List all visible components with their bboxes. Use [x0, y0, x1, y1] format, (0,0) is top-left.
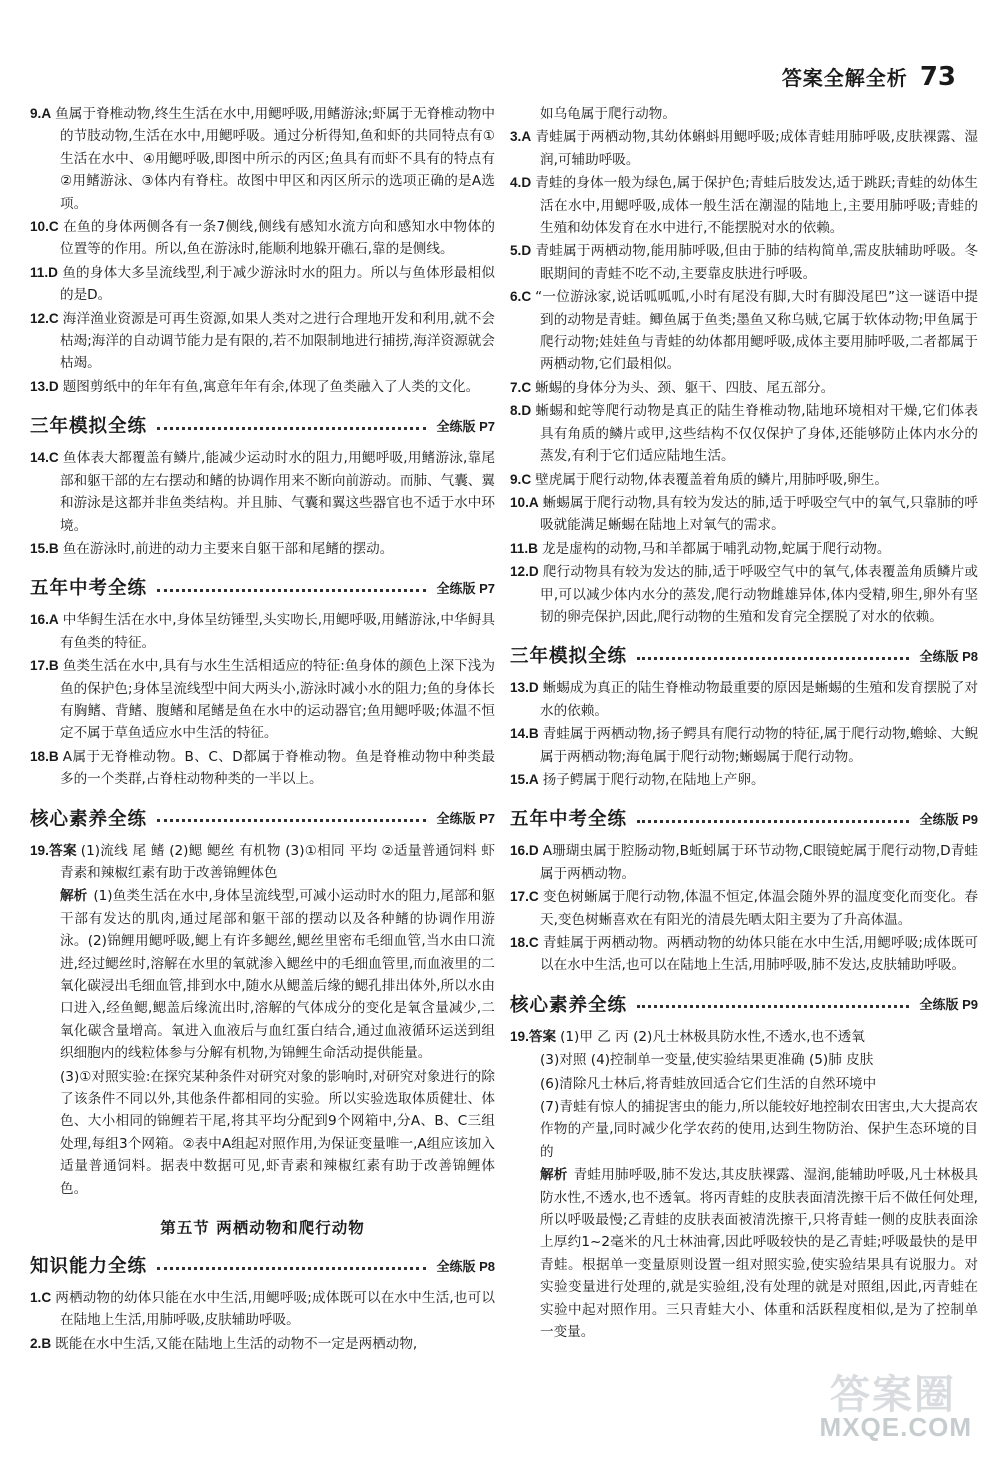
watermark-mark: 答案圈 — [830, 1372, 956, 1418]
section-dots — [157, 427, 426, 430]
item-text: 在鱼的身体两侧各有一条7侧线,侧线有感知水流方向和感知水中物体的位置等的作用。所以,鱼在游泳时,能顺利地躲开礁石,靠的是侧线。 — [60, 219, 495, 258]
item-text: (6)清除凡士林后,将青蛙放回适合它们生活的自然环境中 — [540, 1075, 877, 1092]
item-text: 变色树蜥属于爬行动物,体温不恒定,体温会随外界的温度变化而变化。春天,变色树蜥喜欢在有阳光的清晨先晒太阳主要为了升高体温。 — [540, 889, 978, 928]
item-number: 14.C — [30, 450, 59, 466]
section-title: 三年模拟全练 — [30, 416, 148, 438]
item-text: 鱼体表大都覆盖有鳞片,能减少运动时水的阻力,用鳃呼吸,用鳍游泳,靠尾部和躯干部的左右摆动和鳍的协调作用来不断向前游动。而肺、气囊、翼和游泳是这都并非鱼类结构。并且肺、气囊和翼这些器官也不适于水中环境。 — [60, 450, 495, 534]
item-number: 9.C — [510, 471, 532, 487]
item-number: 17.B — [30, 658, 59, 674]
answer-item — [510, 677, 978, 722]
analysis-block — [30, 1066, 495, 1200]
answer-item — [510, 932, 978, 977]
analysis-text: (3)①对照实验:在探究某种条件对研究对象的影响时,对研究对象进行的除了该条件不同以外,其他条件都相同的实验。所以实验选取体质健壮、体色、大小相同的锦鲤若干尾,将其平均分配到9个网箱中,分A、B、C三组处理,每组3个网箱。②表中A组起对照作用,为保证变量唯一,A组应该加入适量普通饲料。据表中数据可见,虾青素和辣椒红素有助于改善锦鲤体色。 — [60, 1068, 495, 1197]
answer-item — [30, 1287, 495, 1332]
answer-item — [30, 103, 495, 215]
section-header — [30, 804, 495, 832]
section-title: 三年模拟全练 — [510, 646, 628, 668]
answer-item — [510, 400, 978, 467]
item-text: 鱼的身体大多呈流线型,利于减少游泳时水的阻力。所以与鱼体形最相似的是D。 — [60, 264, 495, 304]
answer-item — [30, 376, 495, 398]
item-number: 1.C — [30, 1290, 52, 1306]
chapter-title: 第五节 两栖动物和爬行动物 — [160, 1219, 365, 1238]
item-number: 18.B — [30, 748, 59, 764]
answer-item — [510, 469, 978, 491]
item-text: “一位游泳家,说话呱呱呱,小时有尾没有脚,大时有脚没尾巴”这一谜语中提到的动物是青蛙。鲫鱼属于鱼类;墨鱼又称乌贼,它属于软体动物;甲鱼属于爬行动物;娃娃鱼与青蛙的幼体都用鳃呼吸,成体主要用肺呼吸,二者都属于两栖动物,它们最相似。 — [535, 289, 978, 373]
item-text: 题图剪纸中的年年有鱼,寓意年年有余,体现了鱼类融入了人类的文化。 — [62, 378, 480, 395]
item-text: A属于无脊椎动物。B、C、D都属于脊椎动物。鱼是脊椎动物中种类最多的一个类群,占脊柱动物种类的一半以上。 — [60, 748, 495, 788]
section-header — [510, 804, 978, 832]
item-text: 两栖动物的幼体只能在水中生活,用鳃呼吸;成体既可以在水中生活,也可以在陆地上生活,用肺呼吸,皮肤辅助呼吸。 — [55, 1290, 495, 1329]
analysis-text: (1)鱼类生活在水中,身体呈流线型,可减小运动时水的阻力,尾部和躯干部有发达的肌肉,通过尾部和躯干部的摆动以及各种鳍的协调作用游泳。(2)锦鲤用鳃呼吸,鳃上有许多鳃丝,鳃丝里密布毛细血管,当水由口流进,经过鳃丝时,溶解在水里的氧就渗入鳃丝中的毛细血管里,而血液里的二氧化碳浸出毛细血管,排到水中,随水从鳃盖后缘的鳃孔排出体外,所以水由口进入,经鱼鳃,鳃盖后缘流出时,溶解的气体成分的变化是氧含量减少,二氧化碳含量增高。氧进入血液后与血红蛋白结合,通过血液循环运送到组织细胞内的线粒体参与分解有机物,为锦鲤生命活动提供能量。 — [60, 888, 496, 1062]
answer-line — [510, 1049, 978, 1071]
section-title: 五年中考全练 — [30, 578, 148, 600]
analysis-text: 青蛙用肺呼吸,肺不发达,其皮肤裸露、湿润,能辅助呼吸,凡士林极具防水性,不透水,也不透氧。将丙青蛙的皮肤表面清洗擦干后不做任何处理,所以呼吸最慢;乙青蛙的皮肤表面被清洗擦干,只将青蛙一侧的皮肤表面涂上厚约1~2毫米的凡士林油膏,因此呼吸较快的是乙青蛙;呼吸最快的是甲青蛙。根据单一变量原则设置一组对照实验,使实验结果具有说服力。对实验变量进行处理的,就是实验组,没有处理的就是对照组,因此,丙青蛙在实验中起对照作用。三只青蛙大小、体重和活跃程度相似,是为了控制单一变量。 — [540, 1167, 978, 1341]
item-number: 13.D — [510, 680, 539, 696]
left-column — [30, 103, 495, 1356]
item-text: 青蛙属于两栖动物。两栖动物的幼体只能在水中生活,用鳃呼吸;成体既可以在水中生活,也可以在陆地上生活,用肺呼吸,肺不发达,皮肤辅助呼吸。 — [540, 935, 978, 974]
item-text: (7)青蛙有惊人的捕捉害虫的能力,所以能较好地控制农田害虫,大大提高农作物的产量,同时减少化学农药的使用,达到生物防治、保护生态环境的目的 — [540, 1099, 978, 1160]
right-column — [510, 103, 978, 1345]
item-text: 既能在水中生活,又能在陆地上生活的动物不一定是两栖动物, — [55, 1335, 418, 1352]
answer-item — [30, 840, 495, 885]
answer-item — [30, 216, 495, 261]
section-version: 全练版 P9 — [919, 811, 978, 827]
answer-item — [30, 447, 495, 537]
item-number: 19.答案 — [30, 842, 77, 858]
item-text: 中华鲟生活在水中,身体呈纺锤型,头实吻长,用鳃呼吸,用鳍游泳,中华鲟具有鱼类的特征。 — [60, 612, 495, 651]
item-text: (3)对照 (4)控制单一变量,使实验结果更准确 (5)肺 皮肤 — [540, 1052, 874, 1069]
answer-item — [30, 262, 495, 307]
item-number: 6.C — [510, 289, 532, 305]
section-dots — [637, 1005, 909, 1008]
answer-item — [510, 126, 978, 171]
answer-item — [510, 723, 978, 768]
item-text: 鱼类生活在水中,具有与水生生活相适应的特征:鱼身体的颜色上深下浅为鱼的保护色;身体呈流线型中间大两头小,游泳时减小水的阻力;鱼的身体长有胸鳍、背鳍、腹鳍和尾鳍是鱼在水中的运动器官;鱼用鳃呼吸;体温不恒定不属于草鱼适应水中生活的特征。 — [60, 658, 495, 742]
item-number: 8.D — [510, 403, 532, 419]
item-number: 17.C — [510, 889, 539, 905]
answer-item — [510, 492, 978, 537]
item-text: (1)流线 尾 鳍 (2)鳃 鳃丝 有机物 (3)①相同 平均 ②适量普通饲料 虾青素和辣椒红素有助于改善锦鲤体色 — [60, 842, 496, 881]
answer-item — [510, 172, 978, 239]
item-text: 青蛙属于两栖动物,扬子鳄具有爬行动物的特征,属于爬行动物,蟾蜍、大鲵属于两栖动物;海龟属于爬行动物;蜥蜴属于爬行动物。 — [540, 726, 978, 765]
section-header — [510, 641, 978, 669]
item-number: 11.B — [510, 540, 538, 556]
item-text: 蜥蜴和蛇等爬行动物是真正的陆生脊椎动物,陆地环境相对干燥,它们体表具有角质的鳞片或甲,这些结构不仅仅保护了身体,还能够防止体内水分的蒸发,有利于它们适应陆地生活。 — [535, 403, 978, 465]
section-dots — [157, 819, 426, 822]
item-text: 扬子鳄属于爬行动物,在陆地上产卵。 — [542, 771, 765, 788]
item-number: 18.C — [510, 935, 539, 950]
answer-item — [30, 1333, 495, 1355]
item-text: 鱼在游泳时,前进的动力主要来自躯干部和尾鳍的摆动。 — [62, 540, 394, 557]
answer-item — [30, 308, 495, 375]
answer-item — [510, 286, 978, 376]
answer-item — [30, 609, 495, 654]
item-text: 爬行动物具有较为发达的肺,适于呼吸空气中的氧气,体表覆盖角质鳞片或甲,可以减少体内水分的蒸发,爬行动物雌雄异体,体内受精,卵生,卵外有坚韧的卵壳保护,因此,爬行动物的生殖和发育完全摆脱了对水的依赖。 — [540, 564, 978, 625]
page-header — [782, 62, 956, 92]
answer-item — [510, 886, 978, 931]
item-text: 如乌龟属于爬行动物。 — [540, 106, 676, 122]
item-text: (1)甲 乙 丙 (2)凡士林极具防水性,不透水,也不透氧 — [560, 1028, 865, 1045]
item-number: 9.A — [30, 106, 52, 121]
item-text: A珊瑚虫属于腔肠动物,B蚯蚓属于环节动物,C眼镜蛇属于爬行动物,D青蛙属于两栖动物。 — [540, 843, 978, 882]
item-text: 蜥蜴的身体分为头、颈、躯干、四肢、尾五部分。 — [535, 379, 835, 396]
analysis-label: 解析 — [540, 1167, 568, 1184]
answer-item — [30, 538, 495, 560]
section-version: 全练版 P8 — [436, 1258, 495, 1274]
section-dots — [637, 657, 909, 660]
item-number: 3.A — [510, 129, 532, 145]
item-number: 14.B — [510, 726, 539, 742]
item-text: 龙是虚构的动物,马和羊都属于哺乳动物,蛇属于爬行动物。 — [541, 540, 891, 557]
item-text: 蜥蜴成为真正的陆生脊椎动物最重要的原因是蜥蜴的生殖和发育摆脱了对水的依赖。 — [540, 680, 978, 719]
answer-line — [510, 1073, 978, 1095]
section-version: 全练版 P7 — [436, 811, 495, 827]
item-number: 11.D — [30, 264, 58, 280]
item-number: 5.D — [510, 243, 532, 259]
section-header — [510, 990, 978, 1018]
item-text: 海洋渔业资源是可再生资源,如果人类对之进行合理地开发和利用,就不会枯竭;海洋的自动调节能力是有限的,若不加限制地进行捕捞,海洋资源就会枯竭。 — [60, 310, 495, 372]
section-header — [30, 411, 495, 439]
section-header — [30, 1251, 495, 1279]
watermark-logo — [752, 1363, 972, 1443]
answer-item — [510, 840, 978, 885]
item-text: 蜥蜴属于爬行动物,具有较为发达的肺,适于呼吸空气中的氧气,只靠肺的呼吸就能满足蜥蜴在陆地上对氧气的需求。 — [540, 494, 978, 534]
item-number: 13.D — [30, 378, 59, 394]
section-version: 全练版 P7 — [436, 418, 495, 434]
watermark-text: MXQE.COM — [819, 1412, 972, 1442]
item-number: 4.D — [510, 175, 532, 191]
item-number: 2.B — [30, 1335, 52, 1351]
item-text: 青蛙属于两栖动物,其幼体蝌蚪用鳃呼吸;成体青蛙用肺呼吸,皮肤裸露、湿润,可辅助呼吸。 — [535, 129, 978, 168]
answer-item — [30, 746, 495, 791]
answer-item — [510, 240, 978, 285]
section-version: 全练版 P7 — [436, 580, 495, 596]
section-version: 全练版 P9 — [919, 997, 978, 1013]
section-dots — [157, 589, 426, 592]
analysis-block — [30, 885, 495, 1064]
answer-item — [510, 538, 978, 560]
section-version: 全练版 P8 — [919, 648, 978, 664]
item-text: 青蛙属于两栖动物,能用肺呼吸,但由于肺的结构简单,需皮肤辅助呼吸。冬眠期间的青蛙不吃不动,主要靠皮肤进行呼吸。 — [535, 243, 978, 282]
answer-item — [510, 561, 978, 628]
header-title: 答案全解全析 — [781, 66, 908, 90]
answer-item — [510, 1026, 978, 1048]
item-number: 19.答案 — [510, 1028, 557, 1044]
answer-item — [510, 377, 978, 399]
item-number: 7.C — [510, 379, 532, 395]
section-header — [30, 573, 495, 601]
item-number: 15.B — [30, 540, 59, 556]
page-number: 73 — [919, 62, 956, 92]
item-text: 鱼属于脊椎动物,终生生活在水中,用鳃呼吸,用鳍游泳;虾属于无脊椎动物中的节肢动物,生活在水中,用鳃呼吸。通过分析得知,鱼和虾的共同特点有①生活在水中、④用鳃呼吸,即图中所示的丙区;鱼具有而虾不具有的特点有②用鳍游泳、③体内有脊柱。故图中甲区和丙区所示的选项正确的是A选项。 — [55, 106, 495, 212]
section-dots — [637, 820, 909, 823]
item-number: 10.A — [510, 494, 539, 510]
continued-text — [510, 103, 978, 125]
analysis-label: 解析 — [60, 888, 88, 905]
item-text: 青蛙的身体一般为绿色,属于保护色;青蛙后肢发达,适于跳跃;青蛙的幼体生活在水中,用鳃呼吸,成体一般生活在潮湿的陆地上,主要用肺呼吸;青蛙的生殖和幼体发育在水中进行,不能摆脱对水的依赖。 — [535, 175, 978, 237]
section-title: 知识能力全练 — [30, 1256, 148, 1278]
item-number: 12.D — [510, 564, 539, 580]
item-number: 15.A — [510, 771, 539, 787]
section-title: 核心素养全练 — [30, 808, 148, 830]
analysis-block — [510, 1164, 978, 1343]
item-number: 12.C — [30, 310, 59, 326]
item-number: 10.C — [30, 219, 59, 235]
section-dots — [157, 1267, 426, 1270]
answer-item — [30, 655, 495, 745]
answer-item — [510, 769, 978, 791]
item-number: 16.D — [510, 843, 539, 859]
answer-line — [510, 1096, 978, 1163]
item-number: 16.A — [30, 612, 59, 628]
section-title: 五年中考全练 — [510, 809, 628, 831]
item-text: 壁虎属于爬行动物,体表覆盖着角质的鳞片,用肺呼吸,卵生。 — [535, 471, 888, 488]
section-title: 核心素养全练 — [510, 994, 628, 1016]
